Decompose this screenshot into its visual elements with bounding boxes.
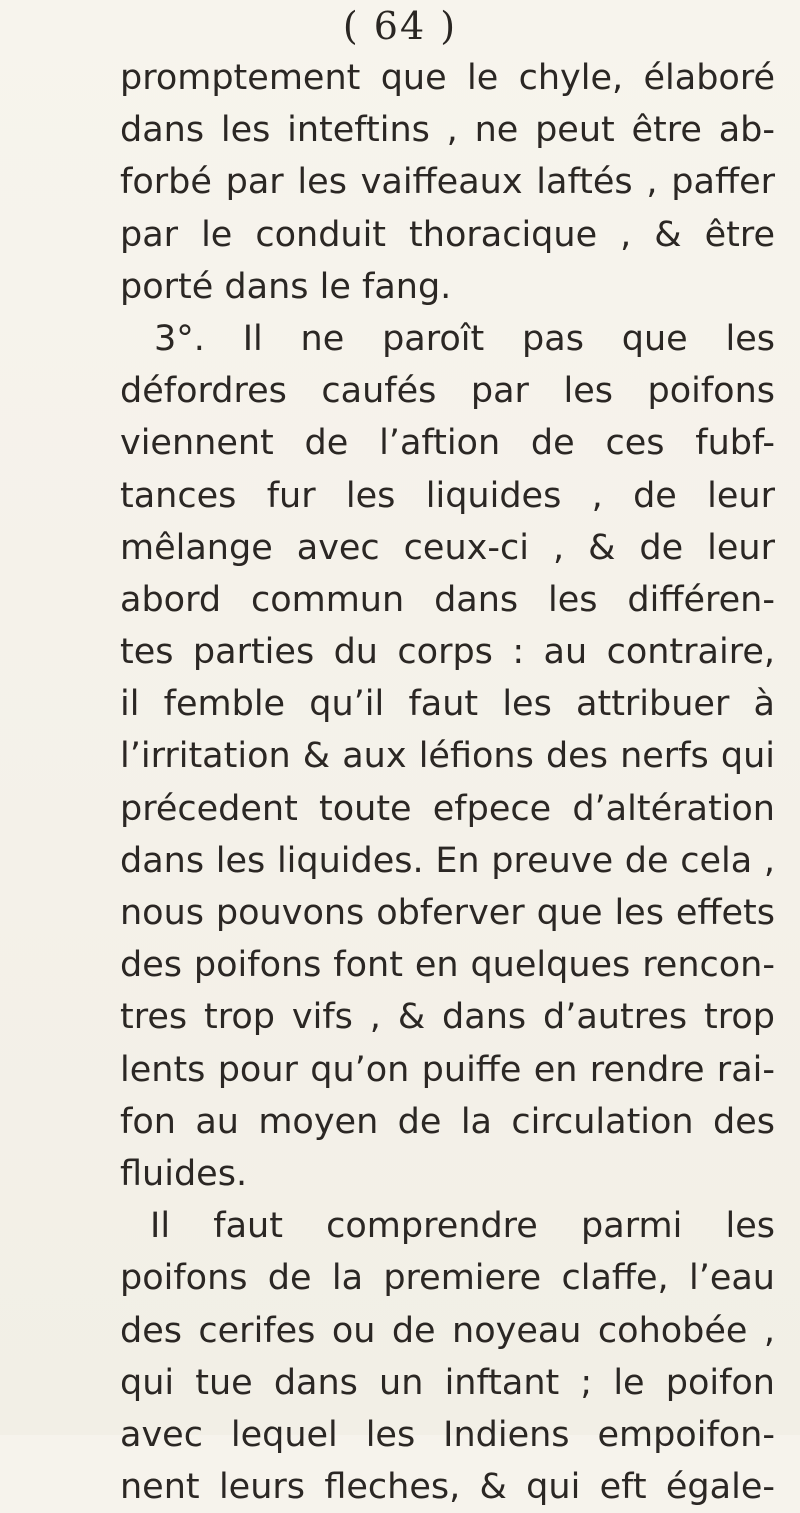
text-line: précedent toute efpece d’altération [120, 788, 775, 829]
text-line: fluides. [120, 1153, 248, 1194]
body-text [120, 52, 775, 1513]
text-line: porté dans le fang. [120, 266, 452, 307]
text-line: dans les inteftins , ne peut être ab- [120, 110, 775, 151]
text-line: l’irritation & aux léfions des nerfs qui [120, 736, 775, 777]
text-line: Il faut comprendre parmi les [150, 1206, 775, 1247]
text-line: tes parties du corps : au contraire, [120, 632, 775, 673]
text-line: dans les liquides. En preuve de cela , [120, 840, 775, 881]
text-line: forbé par les vaiffeaux laftés , paffer [120, 162, 775, 203]
text-line: promptement que le chyle, élaboré [120, 58, 775, 98]
text-line: tances fur les liquides , de leur [120, 475, 775, 516]
text-line: nent leurs fleches, & qui eft égale- [120, 1467, 775, 1508]
text-line: par le conduit thoracique , & être [120, 214, 775, 255]
text-line: mêlange avec ceux-ci , & de leur [120, 527, 775, 568]
text-line: nous pouvons obferver que les effets [120, 893, 775, 933]
text-line: des poifons font en quelques rencon- [120, 945, 775, 986]
text-line: 3°. Il ne paroît pas que les [154, 318, 775, 359]
text-line: abord commun dans les différen- [120, 579, 775, 620]
text-line: poifons de la premiere claffe, l’eau [120, 1258, 775, 1299]
text-line: fon au moyen de la circulation des [120, 1101, 775, 1142]
text-line: qui tue dans un inftant ; le poifon [120, 1362, 775, 1403]
text-line: défordres caufés par les poifons [120, 371, 775, 412]
text-line: lents pour qu’on puiffe en rendre rai- [120, 1049, 775, 1090]
page-number: ( 64 ) [342, 4, 458, 48]
text-line: viennent de l’aftion de ces fubf- [120, 423, 775, 464]
text-line: tres trop vifs , & dans d’autres trop [120, 997, 775, 1038]
text-line: il femble qu’il faut les attribuer à [120, 684, 775, 725]
text-line: avec lequel les Indiens empoifon- [120, 1414, 775, 1455]
text-line: des cerifes ou de noyeau cohobée , [120, 1310, 775, 1351]
